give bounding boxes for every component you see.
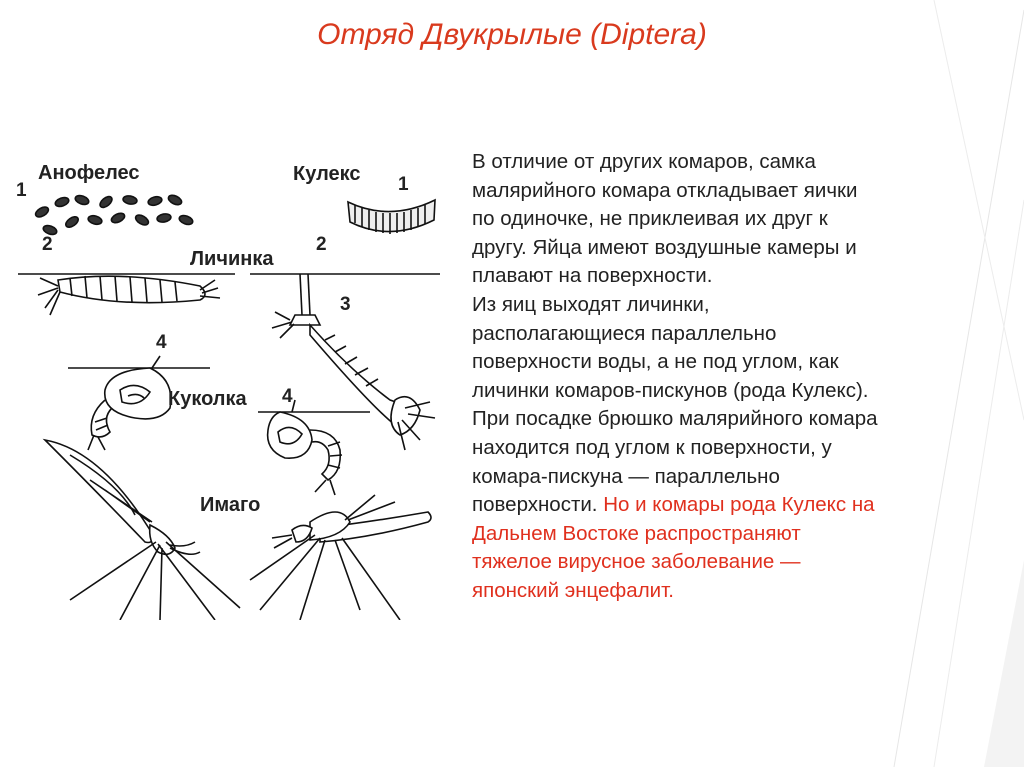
text-line: В отличие от других комаров, самка	[472, 150, 816, 173]
slide-title: Отряд Двукрылые (Diptera)	[317, 18, 707, 51]
text-line: плавают на поверхности.	[472, 264, 713, 288]
label-pupa: Куколка	[168, 388, 247, 410]
text-line: комара-пискуна — параллельно	[472, 464, 780, 488]
number-anopheles-eggs: 1	[16, 180, 27, 201]
anopheles-imago	[45, 440, 240, 620]
text-line-mixed	[472, 491, 992, 520]
lifecycle-drawing	[10, 150, 450, 620]
anopheles-eggs	[34, 193, 194, 236]
culex-imago	[250, 495, 431, 620]
number-culex-tube: 3	[340, 294, 351, 315]
anopheles-larva	[38, 276, 220, 315]
text-segment: поверхности.	[472, 493, 598, 517]
number-anopheles-larva: 2	[42, 234, 53, 255]
mosquito-lifecycle-figure	[10, 150, 450, 620]
text-line: по одиночке, не приклеивая их друг к	[472, 207, 828, 231]
culex-egg-raft	[348, 200, 435, 234]
number-culex-pupa: 4	[282, 386, 293, 407]
label-anopheles: Анофелес	[38, 162, 140, 184]
number-anopheles-pupa: 4	[156, 332, 167, 353]
label-larva: Личинка	[190, 248, 274, 270]
description-text	[472, 148, 992, 606]
anopheles-pupa	[88, 356, 171, 450]
highlight-text: тяжелое вирусное заболевание —	[472, 550, 801, 574]
highlight-text: Дальнем Востоке распространяют	[472, 521, 801, 545]
highlight-text: японский энцефалит.	[472, 578, 674, 602]
highlight-text: Но и комары рода Кулекс на	[597, 493, 875, 517]
text-line: другу. Яйца имеют воздушные камеры и	[472, 235, 857, 259]
number-culex-eggs: 1	[398, 174, 409, 195]
text-line: личинки комаров-пискунов (рода Кулекс).	[472, 378, 869, 402]
label-imago: Имаго	[200, 494, 261, 516]
text-line: Из яиц выходят личинки,	[472, 292, 710, 316]
text-line: малярийного комара откладывает яички	[472, 178, 858, 202]
text-line: располагающиеся параллельно	[472, 321, 777, 345]
culex-pupa	[268, 400, 342, 495]
label-culex: Кулекс	[293, 163, 361, 185]
text-line: находится под углом к поверхности, у	[472, 435, 832, 459]
text-line: поверхности воды, а не под углом, как	[472, 350, 839, 374]
number-culex-larva: 2	[316, 234, 327, 255]
text-line: При посадке брюшко малярийного комара	[472, 407, 878, 431]
